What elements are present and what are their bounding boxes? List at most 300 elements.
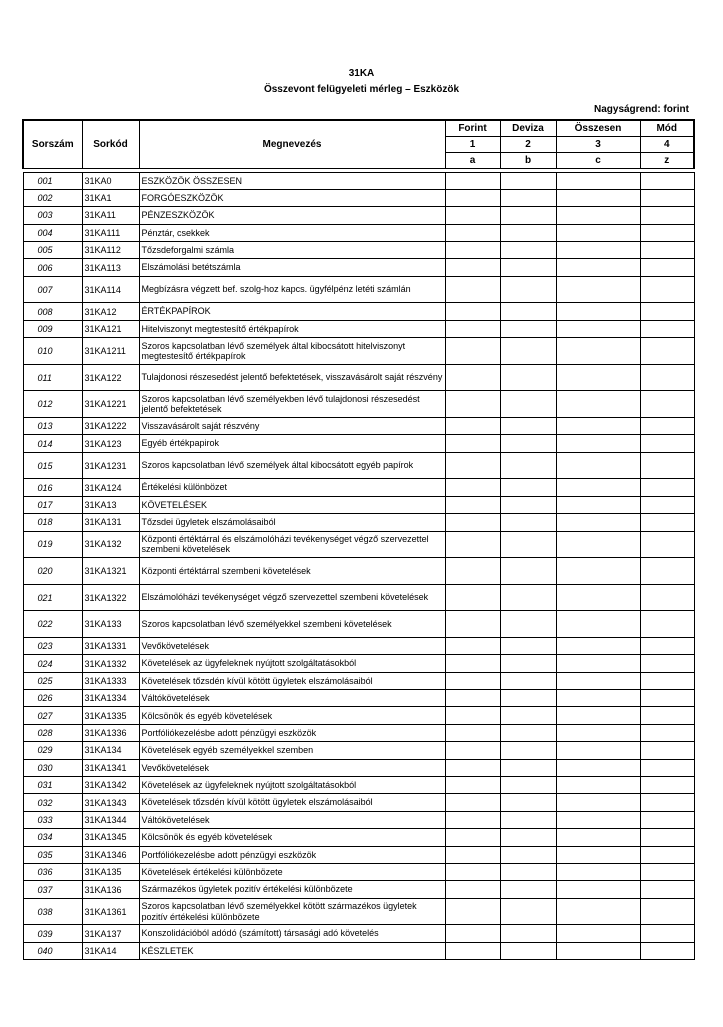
- cell-deviza[interactable]: [500, 794, 556, 811]
- cell-osszesen[interactable]: [556, 724, 640, 741]
- cell-forint[interactable]: [445, 707, 500, 724]
- table-row: [23, 942, 694, 959]
- cell-osszesen[interactable]: [556, 942, 640, 959]
- row-name: Kölcsönök és egyéb követelések: [139, 829, 445, 846]
- cell-mod[interactable]: [640, 898, 694, 925]
- cell-osszesen[interactable]: [556, 655, 640, 672]
- row-code: 31KA1342: [82, 777, 139, 794]
- cell-mod[interactable]: [640, 259, 694, 276]
- cell-deviza[interactable]: [500, 531, 556, 558]
- cell-osszesen[interactable]: [556, 320, 640, 337]
- row-number: 005: [23, 242, 82, 259]
- row-code: 31KA1334: [82, 690, 139, 707]
- cell-forint[interactable]: [445, 391, 500, 418]
- cell-osszesen[interactable]: [556, 531, 640, 558]
- cell-mod[interactable]: [640, 846, 694, 863]
- row-number: 026: [23, 690, 82, 707]
- row-code: 31KA12: [82, 303, 139, 320]
- cell-osszesen[interactable]: [556, 479, 640, 496]
- table-row: [23, 794, 694, 811]
- cell-mod[interactable]: [640, 435, 694, 452]
- cell-mod[interactable]: [640, 829, 694, 846]
- cell-forint[interactable]: [445, 303, 500, 320]
- cell-forint[interactable]: [445, 452, 500, 479]
- row-code: 31KA1221: [82, 391, 139, 418]
- cell-osszesen[interactable]: [556, 338, 640, 365]
- cell-osszesen[interactable]: [556, 637, 640, 654]
- cell-forint[interactable]: [445, 611, 500, 638]
- cell-deviza[interactable]: [500, 242, 556, 259]
- row-name: Váltókövetelések: [139, 690, 445, 707]
- row-name: Követelések tőzsdén kívül kötött ügyletek elszámolásaiból: [139, 794, 445, 811]
- cell-forint[interactable]: [445, 435, 500, 452]
- cell-deviza[interactable]: [500, 418, 556, 435]
- cell-deviza[interactable]: [500, 320, 556, 337]
- cell-deviza[interactable]: [500, 881, 556, 898]
- cell-mod[interactable]: [640, 364, 694, 391]
- cell-mod[interactable]: [640, 925, 694, 942]
- row-number: 010: [23, 338, 82, 365]
- cell-osszesen[interactable]: [556, 672, 640, 689]
- cell-mod[interactable]: [640, 172, 694, 189]
- row-number: 015: [23, 452, 82, 479]
- table-row: [23, 207, 694, 224]
- cell-forint[interactable]: [445, 898, 500, 925]
- row-name: Követelések az ügyfeleknek nyújtott szolgáltatásokból: [139, 655, 445, 672]
- cell-osszesen[interactable]: [556, 172, 640, 189]
- cell-osszesen[interactable]: [556, 759, 640, 776]
- cell-forint[interactable]: [445, 276, 500, 303]
- header-deviza: Deviza: [500, 120, 556, 136]
- row-code: 31KA1333: [82, 672, 139, 689]
- table-row: [23, 898, 694, 925]
- cell-mod[interactable]: [640, 418, 694, 435]
- cell-osszesen[interactable]: [556, 514, 640, 531]
- row-code: 31KA14: [82, 942, 139, 959]
- cell-osszesen[interactable]: [556, 881, 640, 898]
- table-body: [23, 172, 694, 960]
- row-code: 31KA1345: [82, 829, 139, 846]
- row-name: Követelések az ügyfeleknek nyújtott szolgáltatásokból: [139, 777, 445, 794]
- table-row: [23, 829, 694, 846]
- cell-forint[interactable]: [445, 925, 500, 942]
- row-code: 31KA1321: [82, 558, 139, 585]
- row-name: Tőzsdei ügyletek elszámolásaiból: [139, 514, 445, 531]
- cell-deviza[interactable]: [500, 558, 556, 585]
- row-code: 31KA134: [82, 742, 139, 759]
- cell-osszesen[interactable]: [556, 898, 640, 925]
- cell-forint[interactable]: [445, 364, 500, 391]
- row-name: Váltókövetelések: [139, 811, 445, 828]
- cell-mod[interactable]: [640, 811, 694, 828]
- row-code: 31KA11: [82, 207, 139, 224]
- cell-forint[interactable]: [445, 189, 500, 206]
- cell-mod[interactable]: [640, 742, 694, 759]
- table-row: [23, 690, 694, 707]
- row-code: 31KA1222: [82, 418, 139, 435]
- row-number: 019: [23, 531, 82, 558]
- row-code: 31KA124: [82, 479, 139, 496]
- row-code: 31KA135: [82, 864, 139, 881]
- row-number: 037: [23, 881, 82, 898]
- cell-osszesen[interactable]: [556, 364, 640, 391]
- cell-deviza[interactable]: [500, 742, 556, 759]
- cell-forint[interactable]: [445, 207, 500, 224]
- row-code: 31KA123: [82, 435, 139, 452]
- cell-deviza[interactable]: [500, 759, 556, 776]
- cell-forint[interactable]: [445, 690, 500, 707]
- cell-deviza[interactable]: [500, 259, 556, 276]
- cell-forint[interactable]: [445, 655, 500, 672]
- cell-forint[interactable]: [445, 724, 500, 741]
- cell-deviza[interactable]: [500, 224, 556, 241]
- cell-forint[interactable]: [445, 531, 500, 558]
- col-letter: c: [556, 152, 640, 168]
- row-number: 033: [23, 811, 82, 828]
- cell-mod[interactable]: [640, 637, 694, 654]
- cell-osszesen[interactable]: [556, 846, 640, 863]
- row-number: 012: [23, 391, 82, 418]
- col-letter: b: [500, 152, 556, 168]
- table-row: [23, 242, 694, 259]
- cell-mod[interactable]: [640, 479, 694, 496]
- cell-forint[interactable]: [445, 259, 500, 276]
- row-code: 31KA137: [82, 925, 139, 942]
- cell-deviza[interactable]: [500, 655, 556, 672]
- header-megnevezes: Megnevezés: [139, 120, 445, 168]
- row-code: 31KA136: [82, 881, 139, 898]
- row-name: Szoros kapcsolatban lévő személyek által kibocsátott hitelviszonyt megtestesítő értékpapírok: [139, 338, 445, 365]
- row-code: 31KA121: [82, 320, 139, 337]
- row-code: 31KA114: [82, 276, 139, 303]
- row-name: Vevőkövetelések: [139, 759, 445, 776]
- cell-mod[interactable]: [640, 452, 694, 479]
- col-letter: z: [640, 152, 694, 168]
- cell-mod[interactable]: [640, 320, 694, 337]
- cell-deviza[interactable]: [500, 611, 556, 638]
- cell-forint[interactable]: [445, 224, 500, 241]
- cell-mod[interactable]: [640, 864, 694, 881]
- row-code: 31KA111: [82, 224, 139, 241]
- cell-mod[interactable]: [640, 759, 694, 776]
- cell-osszesen[interactable]: [556, 435, 640, 452]
- cell-deviza[interactable]: [500, 637, 556, 654]
- cell-deviza[interactable]: [500, 276, 556, 303]
- cell-osszesen[interactable]: [556, 742, 640, 759]
- cell-mod[interactable]: [640, 531, 694, 558]
- col-number: 3: [556, 136, 640, 152]
- row-code: 31KA1: [82, 189, 139, 206]
- cell-mod[interactable]: [640, 881, 694, 898]
- row-number: 035: [23, 846, 82, 863]
- row-number: 040: [23, 942, 82, 959]
- row-number: 008: [23, 303, 82, 320]
- cell-forint[interactable]: [445, 584, 500, 611]
- row-number: 002: [23, 189, 82, 206]
- form-code: 31KA: [348, 68, 375, 79]
- cell-osszesen[interactable]: [556, 224, 640, 241]
- table-row: [23, 189, 694, 206]
- row-code: 31KA112: [82, 242, 139, 259]
- cell-deviza[interactable]: [500, 777, 556, 794]
- cell-forint[interactable]: [445, 829, 500, 846]
- cell-mod[interactable]: [640, 338, 694, 365]
- cell-deviza[interactable]: [500, 364, 556, 391]
- cell-forint[interactable]: [445, 242, 500, 259]
- cell-deviza[interactable]: [500, 707, 556, 724]
- cell-mod[interactable]: [640, 611, 694, 638]
- cell-deviza[interactable]: [500, 172, 556, 189]
- unit-label: Nagyságrend: forint: [593, 104, 689, 115]
- cell-mod[interactable]: [640, 224, 694, 241]
- cell-deviza[interactable]: [500, 303, 556, 320]
- cell-mod[interactable]: [640, 303, 694, 320]
- cell-deviza[interactable]: [500, 584, 556, 611]
- cell-forint[interactable]: [445, 637, 500, 654]
- cell-deviza[interactable]: [500, 690, 556, 707]
- row-name: KÖVETELÉSEK: [139, 496, 445, 513]
- cell-deviza[interactable]: [500, 925, 556, 942]
- cell-deviza[interactable]: [500, 846, 556, 863]
- cell-forint[interactable]: [445, 320, 500, 337]
- row-number: 028: [23, 724, 82, 741]
- cell-osszesen[interactable]: [556, 496, 640, 513]
- row-name: Szoros kapcsolatban lévő személyek által kibocsátott egyéb papírok: [139, 452, 445, 479]
- row-number: 020: [23, 558, 82, 585]
- cell-osszesen[interactable]: [556, 584, 640, 611]
- cell-osszesen[interactable]: [556, 242, 640, 259]
- cell-forint[interactable]: [445, 811, 500, 828]
- cell-forint[interactable]: [445, 558, 500, 585]
- row-name: ESZKÖZÖK ÖSSZESEN: [139, 172, 445, 189]
- table-row: [23, 637, 694, 654]
- row-name: Központi értéktárral és elszámolóházi tevékenységet végző szervezettel szembeni követelések: [139, 531, 445, 558]
- cell-forint[interactable]: [445, 338, 500, 365]
- row-number: 011: [23, 364, 82, 391]
- cell-deviza[interactable]: [500, 189, 556, 206]
- row-name: Értékelési különbözet: [139, 479, 445, 496]
- row-name: Tulajdonosi részesedést jelentő befektetések, visszavásárolt saját részvény: [139, 364, 445, 391]
- table-row: [23, 777, 694, 794]
- cell-osszesen[interactable]: [556, 303, 640, 320]
- row-number: 014: [23, 435, 82, 452]
- cell-forint[interactable]: [445, 864, 500, 881]
- table-row: [23, 864, 694, 881]
- cell-osszesen[interactable]: [556, 189, 640, 206]
- cell-osszesen[interactable]: [556, 794, 640, 811]
- row-name: Hitelviszonyt megtestesítő értékpapírok: [139, 320, 445, 337]
- table-row: [23, 391, 694, 418]
- cell-osszesen[interactable]: [556, 259, 640, 276]
- cell-osszesen[interactable]: [556, 925, 640, 942]
- cell-forint[interactable]: [445, 172, 500, 189]
- table-row: [23, 172, 694, 189]
- row-number: 016: [23, 479, 82, 496]
- cell-mod[interactable]: [640, 242, 694, 259]
- cell-osszesen[interactable]: [556, 707, 640, 724]
- cell-osszesen[interactable]: [556, 811, 640, 828]
- table-row: [23, 320, 694, 337]
- cell-mod[interactable]: [640, 207, 694, 224]
- cell-forint[interactable]: [445, 742, 500, 759]
- table-row: [23, 364, 694, 391]
- row-name: Követelések értékelési különbözete: [139, 864, 445, 881]
- cell-mod[interactable]: [640, 496, 694, 513]
- cell-deviza[interactable]: [500, 452, 556, 479]
- row-number: 030: [23, 759, 82, 776]
- header-osszesen: Összesen: [556, 120, 640, 136]
- cell-osszesen[interactable]: [556, 558, 640, 585]
- cell-deviza[interactable]: [500, 207, 556, 224]
- row-number: 029: [23, 742, 82, 759]
- form-title: Összevont felügyeleti mérleg – Eszközök: [263, 84, 460, 95]
- cell-osszesen[interactable]: [556, 391, 640, 418]
- row-code: 31KA0: [82, 172, 139, 189]
- table-row: [23, 611, 694, 638]
- row-code: 31KA133: [82, 611, 139, 638]
- row-code: 31KA113: [82, 259, 139, 276]
- cell-forint[interactable]: [445, 942, 500, 959]
- cell-mod[interactable]: [640, 777, 694, 794]
- table-row: [23, 742, 694, 759]
- table-row: [23, 452, 694, 479]
- table-row: [23, 558, 694, 585]
- cell-mod[interactable]: [640, 276, 694, 303]
- table-row: [23, 811, 694, 828]
- cell-deviza[interactable]: [500, 435, 556, 452]
- row-number: 006: [23, 259, 82, 276]
- cell-mod[interactable]: [640, 514, 694, 531]
- row-code: 31KA1343: [82, 794, 139, 811]
- table-row: [23, 418, 694, 435]
- row-name: Elszámolóházi tevékenységet végző szervezettel szembeni követelések: [139, 584, 445, 611]
- cell-deviza[interactable]: [500, 338, 556, 365]
- row-name: ÉRTÉKPAPÍROK: [139, 303, 445, 320]
- cell-deviza[interactable]: [500, 724, 556, 741]
- cell-osszesen[interactable]: [556, 207, 640, 224]
- row-code: 31KA122: [82, 364, 139, 391]
- cell-osszesen[interactable]: [556, 276, 640, 303]
- cell-deviza[interactable]: [500, 811, 556, 828]
- row-number: 038: [23, 898, 82, 925]
- row-code: 31KA1335: [82, 707, 139, 724]
- cell-deviza[interactable]: [500, 496, 556, 513]
- row-number: 007: [23, 276, 82, 303]
- row-code: 31KA1231: [82, 452, 139, 479]
- row-name: Követelések egyéb személyekkel szemben: [139, 742, 445, 759]
- cell-forint[interactable]: [445, 672, 500, 689]
- cell-forint[interactable]: [445, 418, 500, 435]
- row-name: Pénztár, csekkek: [139, 224, 445, 241]
- row-name: Egyéb értékpapirok: [139, 435, 445, 452]
- table-row: [23, 224, 694, 241]
- table-row: [23, 655, 694, 672]
- cell-osszesen[interactable]: [556, 690, 640, 707]
- cell-mod[interactable]: [640, 391, 694, 418]
- row-name: Kölcsönök és egyéb követelések: [139, 707, 445, 724]
- table-row: [23, 531, 694, 558]
- cell-mod[interactable]: [640, 189, 694, 206]
- row-number: 018: [23, 514, 82, 531]
- cell-mod[interactable]: [640, 794, 694, 811]
- cell-deviza[interactable]: [500, 514, 556, 531]
- cell-osszesen[interactable]: [556, 611, 640, 638]
- cell-osszesen[interactable]: [556, 418, 640, 435]
- row-number: 017: [23, 496, 82, 513]
- cell-deviza[interactable]: [500, 942, 556, 959]
- row-code: 31KA1361: [82, 898, 139, 925]
- cell-mod[interactable]: [640, 707, 694, 724]
- row-name: Tőzsdeforgalmi számla: [139, 242, 445, 259]
- row-name: Központi értéktárral szembeni követelések: [139, 558, 445, 585]
- cell-mod[interactable]: [640, 584, 694, 611]
- cell-deviza[interactable]: [500, 829, 556, 846]
- table-row: [23, 925, 694, 942]
- cell-mod[interactable]: [640, 672, 694, 689]
- table-row: [23, 276, 694, 303]
- header-forint: Forint: [445, 120, 500, 136]
- row-name: PÉNZESZKÖZÖK: [139, 207, 445, 224]
- cell-forint[interactable]: [445, 496, 500, 513]
- col-number: 1: [445, 136, 500, 152]
- row-name: FORGÓESZKÖZÖK: [139, 189, 445, 206]
- row-name: KÉSZLETEK: [139, 942, 445, 959]
- cell-osszesen[interactable]: [556, 864, 640, 881]
- table-row: [23, 724, 694, 741]
- cell-deviza[interactable]: [500, 864, 556, 881]
- cell-mod[interactable]: [640, 558, 694, 585]
- cell-forint[interactable]: [445, 881, 500, 898]
- cell-mod[interactable]: [640, 942, 694, 959]
- cell-deviza[interactable]: [500, 898, 556, 925]
- cell-forint[interactable]: [445, 794, 500, 811]
- table-row: [23, 707, 694, 724]
- row-number: 025: [23, 672, 82, 689]
- cell-forint[interactable]: [445, 777, 500, 794]
- row-number: 021: [23, 584, 82, 611]
- row-code: 31KA1346: [82, 846, 139, 863]
- row-number: 036: [23, 864, 82, 881]
- balance-sheet-table: [22, 119, 695, 960]
- row-code: 31KA1332: [82, 655, 139, 672]
- cell-osszesen[interactable]: [556, 829, 640, 846]
- cell-mod[interactable]: [640, 724, 694, 741]
- cell-deviza[interactable]: [500, 391, 556, 418]
- row-number: 001: [23, 172, 82, 189]
- cell-forint[interactable]: [445, 479, 500, 496]
- row-number: 003: [23, 207, 82, 224]
- row-number: 039: [23, 925, 82, 942]
- cell-deviza[interactable]: [500, 479, 556, 496]
- table-row: [23, 846, 694, 863]
- row-name: Szoros kapcsolatban lévő személyekkel kötött származékos ügyletek pozitív értékelési különbözete: [139, 898, 445, 925]
- cell-forint[interactable]: [445, 846, 500, 863]
- cell-deviza[interactable]: [500, 672, 556, 689]
- row-name: Portfóliókezelésbe adott pénzügyi eszközök: [139, 846, 445, 863]
- table-row: [23, 259, 694, 276]
- cell-osszesen[interactable]: [556, 452, 640, 479]
- row-name: Származékos ügyletek pozitív értékelési különbözete: [139, 881, 445, 898]
- cell-osszesen[interactable]: [556, 777, 640, 794]
- row-number: 013: [23, 418, 82, 435]
- cell-forint[interactable]: [445, 759, 500, 776]
- table-row: [23, 303, 694, 320]
- cell-mod[interactable]: [640, 655, 694, 672]
- row-code: 31KA1344: [82, 811, 139, 828]
- col-number: 2: [500, 136, 556, 152]
- cell-mod[interactable]: [640, 690, 694, 707]
- cell-forint[interactable]: [445, 514, 500, 531]
